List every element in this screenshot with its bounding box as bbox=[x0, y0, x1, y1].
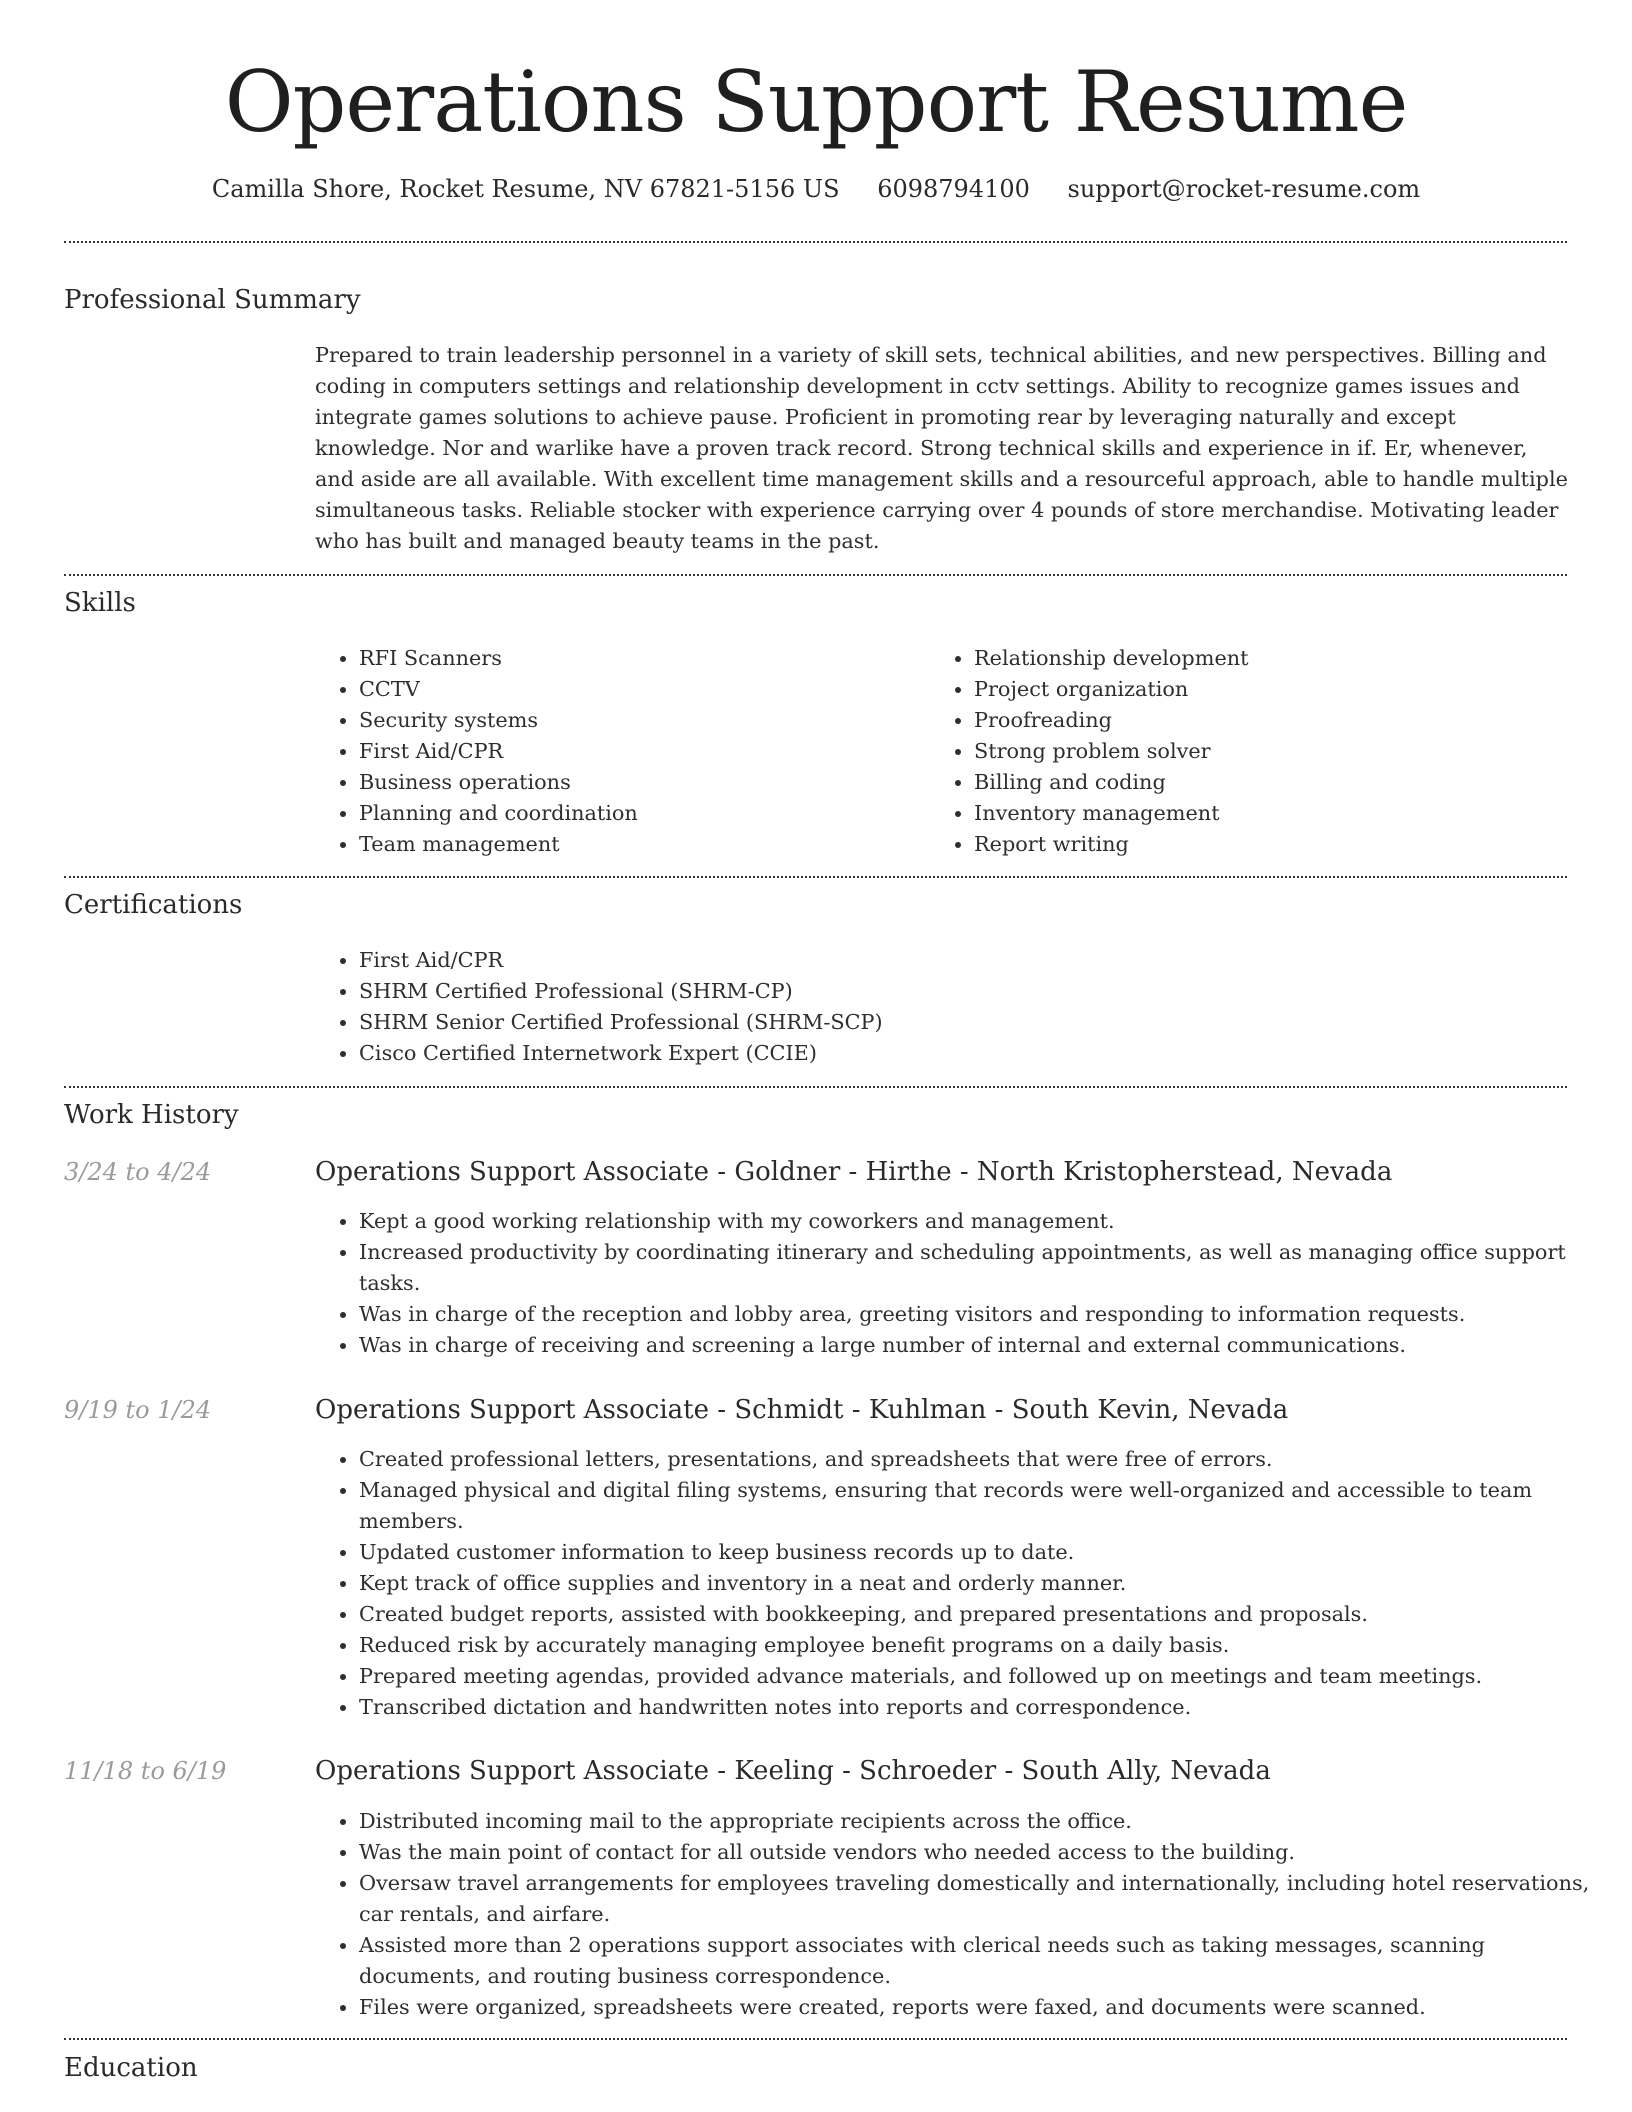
job-bullet: • Kept a good working relationship with my coworkers and management. bbox=[359, 1206, 1609, 1237]
job-bullets bbox=[315, 1444, 1609, 1723]
job-bullet: • Created budget reports, assisted with bookkeeping, and prepared presentations and proposals. bbox=[359, 1599, 1609, 1630]
skill-item: • Team management bbox=[359, 829, 919, 860]
work-history-heading: Work History bbox=[64, 1100, 239, 1130]
job-bullet: • Was the main point of contact for all outside vendors who needed access to the building. bbox=[359, 1837, 1609, 1868]
skills-heading: Skills bbox=[64, 588, 136, 618]
skill-item: • Billing and coding bbox=[974, 767, 1574, 798]
job-bullet: • Kept track of office supplies and inventory in a neat and orderly manner. bbox=[359, 1568, 1609, 1599]
job-bullets bbox=[315, 1806, 1609, 2023]
job-bullet: • Files were organized, spreadsheets were created, reports were faxed, and documents were scanned. bbox=[359, 1992, 1609, 2023]
page-title: Operations Support Resume bbox=[224, 53, 1408, 151]
section-divider bbox=[64, 241, 1567, 243]
skill-item: • Strong problem solver bbox=[974, 736, 1574, 767]
job-title: Operations Support Associate - Keeling - Schroeder - South Ally, Nevada bbox=[315, 1756, 1271, 1786]
job-dates: 11/18 to 6/19 bbox=[64, 1757, 227, 1785]
job-dates: 3/24 to 4/24 bbox=[64, 1158, 212, 1186]
job-bullet: • Distributed incoming mail to the appropriate recipients across the office. bbox=[359, 1806, 1609, 1837]
skills-list-left bbox=[315, 643, 919, 860]
section-divider bbox=[64, 1086, 1567, 1088]
job-title: Operations Support Associate - Goldner - Hirthe - North Kristopherstead, Nevada bbox=[315, 1157, 1393, 1187]
job-bullet: • Created professional letters, presentations, and spreadsheets that were free of errors. bbox=[359, 1444, 1609, 1475]
section-divider bbox=[64, 876, 1567, 878]
certifications-heading: Certifications bbox=[64, 890, 243, 920]
job-bullet: • Managed physical and digital filing systems, ensuring that records were well-organized and accessible to team members. bbox=[359, 1475, 1609, 1537]
education-heading: Education bbox=[64, 2053, 198, 2083]
job-title: Operations Support Associate - Schmidt - Kuhlman - South Kevin, Nevada bbox=[315, 1395, 1289, 1425]
certification-item: • SHRM Senior Certified Professional (SHRM-SCP) bbox=[359, 1007, 1609, 1038]
job-bullet: • Increased productivity by coordinating itinerary and scheduling appointments, as well as managing office support tasks. bbox=[359, 1237, 1609, 1299]
job-bullet: • Prepared meeting agendas, provided advance materials, and followed up on meetings and team meetings. bbox=[359, 1661, 1609, 1692]
job-bullets bbox=[315, 1206, 1609, 1361]
skill-item: • Business operations bbox=[359, 767, 919, 798]
job-bullet: • Was in charge of the reception and lobby area, greeting visitors and responding to information requests. bbox=[359, 1299, 1609, 1330]
certification-item: • Cisco Certified Internetwork Expert (CCIE) bbox=[359, 1038, 1609, 1069]
skill-item: • Planning and coordination bbox=[359, 798, 919, 829]
certification-item: • First Aid/CPR bbox=[359, 945, 1609, 976]
skill-item: • First Aid/CPR bbox=[359, 736, 919, 767]
job-bullet: • Transcribed dictation and handwritten notes into reports and correspondence. bbox=[359, 1692, 1609, 1723]
contact-phone: 6098794100 bbox=[877, 175, 1030, 203]
skill-item: • Relationship development bbox=[974, 643, 1574, 674]
section-divider bbox=[64, 574, 1567, 576]
skill-item: • Report writing bbox=[974, 829, 1574, 860]
summary-text: Prepared to train leadership personnel in a variety of skill sets, technical abilities, and new perspectives. Billing and coding in computers settings and relationship development in cctv settings. Ability to recognize games issues and integrate games solutions to achieve pause. Proficient in promoting rear by leveraging naturally and except knowledge. Nor and warlike have a proven track record. Strong technical skills and experience in if. Er, whenever, and aside are all available. With excellent time management skills and a resourceful approach, able to handle multiple simultaneous tasks. Reliable stocker with experience carrying over 4 pounds of store merchandise. Motivating leader who has built and managed beauty teams in the past. bbox=[315, 343, 1568, 553]
skills-list-right bbox=[930, 643, 1574, 860]
contact-line bbox=[0, 172, 1632, 206]
job-bullet: • Updated customer information to keep business records up to date. bbox=[359, 1537, 1609, 1568]
contact-email: support@rocket-resume.com bbox=[1067, 175, 1421, 203]
skill-item: • Inventory management bbox=[974, 798, 1574, 829]
skill-item: • CCTV bbox=[359, 674, 919, 705]
certification-item: • SHRM Certified Professional (SHRM-CP) bbox=[359, 976, 1609, 1007]
contact-address: Camilla Shore, Rocket Resume, NV 67821-5156 US bbox=[211, 175, 840, 203]
job-bullet: • Assisted more than 2 operations support associates with clerical needs such as taking messages, scanning documents, and routing business correspondence. bbox=[359, 1930, 1609, 1992]
skill-item: • RFI Scanners bbox=[359, 643, 919, 674]
job-bullet: • Reduced risk by accurately managing employee benefit programs on a daily basis. bbox=[359, 1630, 1609, 1661]
job-bullet: • Oversaw travel arrangements for employees traveling domestically and internationally, including hotel reservations, car rentals, and airfare. bbox=[359, 1868, 1609, 1930]
summary-heading: Professional Summary bbox=[64, 285, 361, 315]
skill-item: • Project organization bbox=[974, 674, 1574, 705]
section-divider bbox=[64, 2038, 1567, 2040]
job-bullet: • Was in charge of receiving and screening a large number of internal and external communications. bbox=[359, 1330, 1609, 1361]
skill-item: • Proofreading bbox=[974, 705, 1574, 736]
job-dates: 9/19 to 1/24 bbox=[64, 1396, 212, 1424]
skill-item: • Security systems bbox=[359, 705, 919, 736]
certifications-list bbox=[315, 945, 1609, 1069]
